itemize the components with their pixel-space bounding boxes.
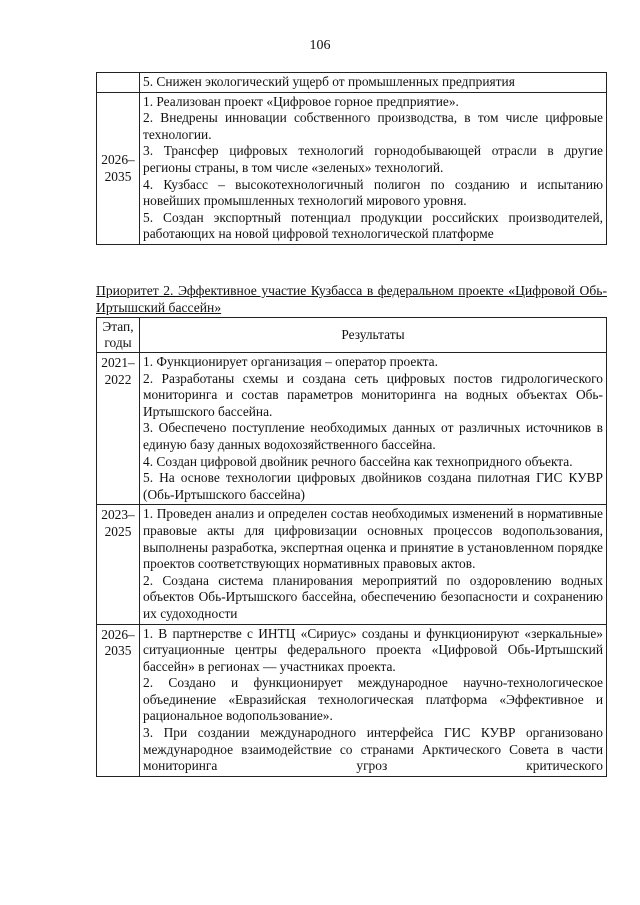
header-results: Результаты [140,318,607,353]
table-row [97,73,607,93]
result-item: 1. Функционирует организация – оператор проекта. [143,354,438,369]
stage-label: 2026–2035 [101,152,135,184]
results-cell [140,505,607,624]
result-item: 5. Создан экспортный потенциал продукции российских производителей, работающих на новой цифровой технологической платформе [143,209,603,242]
table-row [97,353,607,505]
result-item: 1. В партнерстве с ИНТЦ «Сириус» созданы и функционируют «зеркальные» ситуационные центры федерального проекта «Цифровой Обь-Иртышский бассейн» в регионах — участниках проекта. [143,625,603,674]
result-item: 3. При создании международного интерфейса ГИС КУВР организовано международное взаимодействие со странами Арктического Совета в части мониторинга угроз критического [143,725,603,774]
table-row [97,92,607,244]
stage-cell: 2023–2025 [97,505,140,624]
result-item: 1. Реализован проект «Цифровое горное предприятие». [143,93,459,109]
stage-cell [97,92,140,244]
result-item: 4. Создан цифровой двойник речного бассейна как технопридного объекта. [143,453,573,469]
table-header-row [97,318,607,353]
stage-cell [97,73,140,93]
results-cell [140,73,607,93]
priority-2-title: Приоритет 2. Эффективное участие Кузбасса в федеральном проекте «Цифровой Обь-Иртышский бассейн» [96,283,607,315]
results-cell [140,92,607,244]
stage-cell: 2021–2022 [97,353,140,505]
result-item: 2. Внедрены инновации собственного производства, в том числе цифровые технологии. [143,110,603,142]
result-item: 5. На основе технологии цифровых двойников создана пилотная ГИС КУВР (Обь-Иртышского бассейна) [143,470,603,502]
page-number: 106 [309,38,331,53]
result-item: 5. Снижен экологический ущерб от промышленных предприятия [143,74,515,89]
header-stage: Этап, годы [97,318,140,353]
stage-cell: 2026–2035 [97,624,140,776]
results-table-priority-1-continued [96,72,607,245]
result-item: 2. Разработаны схемы и создана сеть цифровых постов гидрологического мониторинга и состав параметров мониторинга на водных объектах Обь-Иртышского бассейна. [143,370,603,419]
table-row [97,624,607,776]
table-row [97,505,607,624]
result-item: 2. Создана система планирования мероприятий по оздоровлению водных объектов Обь-Иртышского бассейна, обеспечению безопасности и сохранению их судоходности [143,572,603,621]
results-cell [140,353,607,505]
results-cell [140,624,607,776]
results-table-priority-2 [96,317,607,777]
result-item: 2. Создано и функционирует международное научно-технологическое объединение «Евразийская технологическая платформа «Эффективное и рациональное водопользование». [143,675,603,724]
result-item: 4. Кузбасс – высокотехнологичный полигон по созданию и испытанию новейших промышленных технологий мирового уровня. [143,176,603,209]
result-item: 3. Трансфер цифровых технологий горнодобывающей отрасли в другие регионы страны, в том числе «зеленых» технологий. [143,143,603,175]
result-item: 1. Проведен анализ и определен состав необходимых изменений в нормативные правовые акты для цифровизации основных процессов водопользования, выполнены разработка, экспертная оценка и принятие в установленном порядке проектов соответствующих нормативных правовых актов. [143,506,603,572]
result-item: 3. Обеспечено поступление необходимых данных от различных источников в единую базу данных водохозяйственного бассейна. [143,420,603,452]
